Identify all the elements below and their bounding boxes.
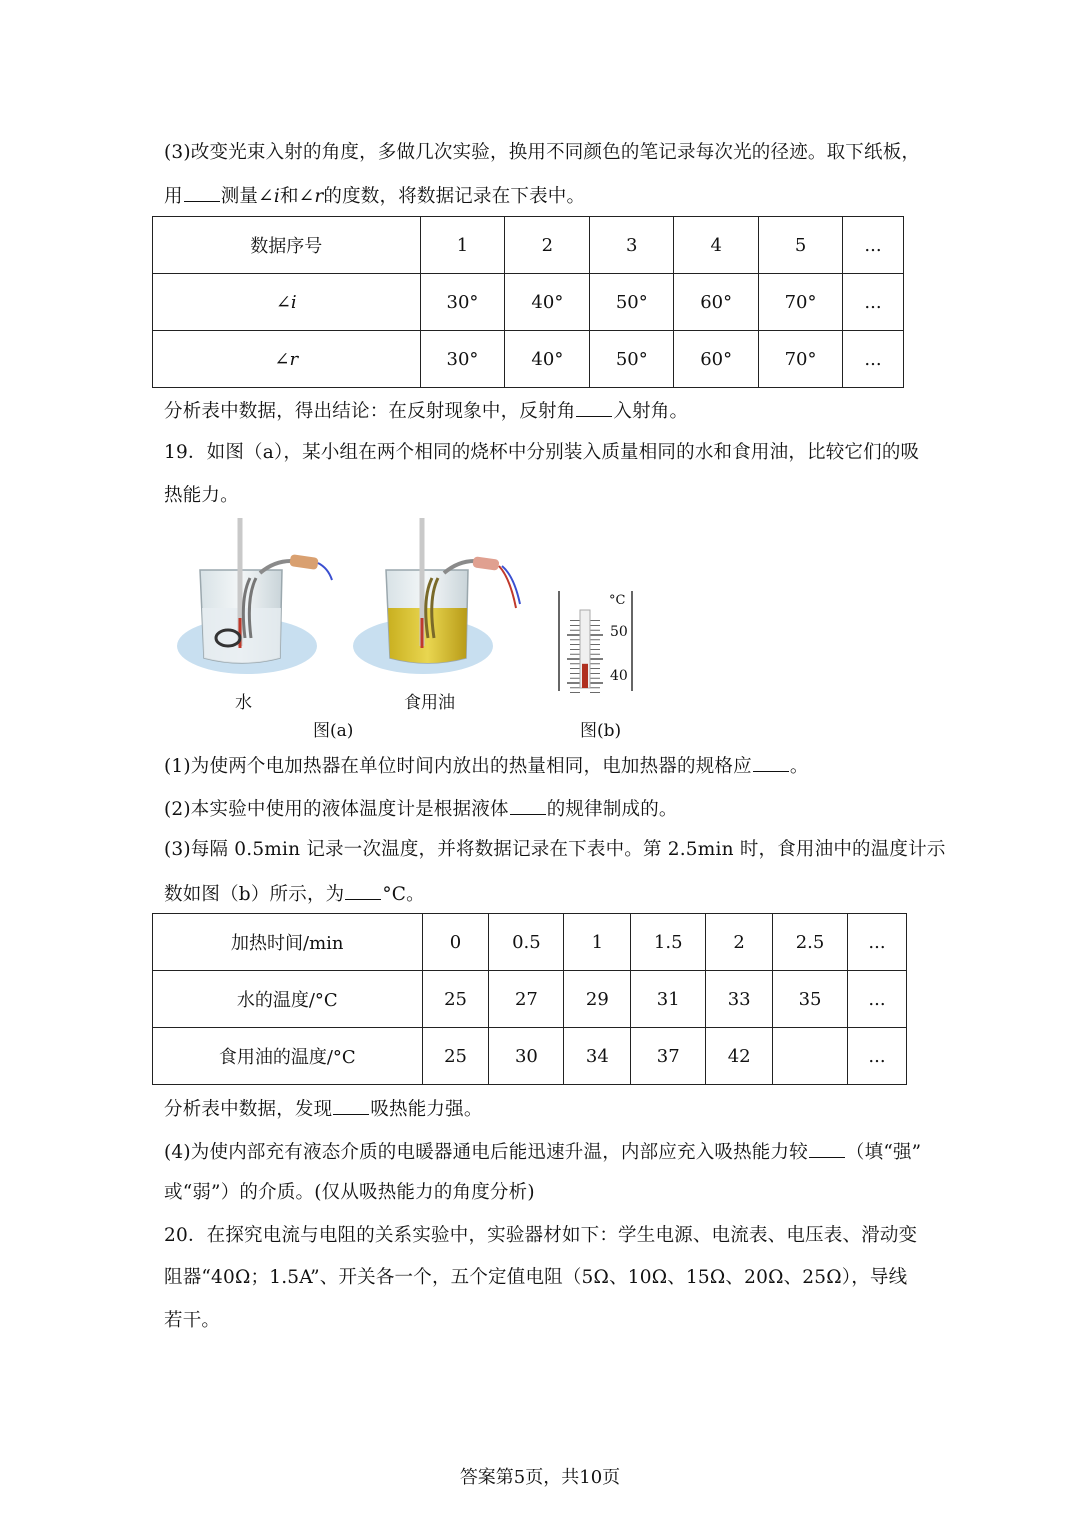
caption-figure-b: 图(b) [580,721,622,741]
angle-r-symbol: r [314,186,324,207]
table-cell: ... [843,217,904,274]
answer-blank [510,796,546,815]
table-cell: 30° [420,331,505,388]
table-row [153,1028,907,1085]
text-segment: (1)为使两个电加热器在单位时间内放出的热量相同，电加热器的规格应 [164,756,752,777]
thermometer-40-label: 40 [610,668,628,684]
thermometer-liquid-column [582,664,588,688]
table-cell: 水的温度/°C [153,971,423,1028]
table-cell: 3 [590,217,674,274]
answer-blank [809,1139,845,1158]
q18-part3-line2 [164,183,585,209]
q19-part3-line1: (3)每隔 0.5min 记录一次温度，并将数据记录在下表中。第 2.5min 时，食用油中的温度计示 [164,839,946,860]
table-cell: 30 [489,1028,564,1085]
answer-blank [333,1096,369,1115]
table-cell: 60° [674,331,759,388]
temperature-table [152,913,907,1085]
table-cell: 加热时间/min [153,914,423,971]
text-segment: (2)本实验中使用的液体温度计是根据液体 [164,799,509,820]
table-cell [773,1028,848,1085]
table-cell: 70° [759,274,843,331]
text-segment: 入射角。 [613,401,689,422]
q19-part4-line1 [164,1139,921,1165]
table-cell: 60° [674,274,759,331]
table-row [153,971,907,1028]
q19-part3-line2 [164,881,425,907]
table-cell: ∠i [153,274,421,331]
table-cell: 2 [706,914,773,971]
reflection-angle-table [152,216,904,388]
angle-i-symbol: i [273,186,280,207]
oil-beaker [353,518,520,674]
table-cell: 35 [773,971,848,1028]
q19-stem-line2: 热能力。 [164,485,239,506]
text-segment: 的规律制成的。 [546,799,678,820]
answer-blank [184,183,220,202]
table-cell: 27 [489,971,564,1028]
table-cell: ... [848,971,907,1028]
table-cell: 34 [564,1028,631,1085]
table-cell: 食用油的温度/°C [153,1028,423,1085]
text-segment: (4)为使内部充有液态介质的电暖器通电后能迅速升温，内部应充入吸热能力较 [164,1142,808,1163]
text-segment: °C。 [382,884,425,905]
q20-line2: 阻器“40Ω；1.5A”、开关各一个，五个定值电阻（5Ω、10Ω、15Ω、20Ω、25Ω），导线 [164,1267,908,1288]
table-row [153,274,904,331]
table-cell: 37 [631,1028,706,1085]
water-beaker [177,518,332,674]
q20-line1: 20．在探究电流与电阻的关系实验中，实验器材如下：学生电源、电流表、电压表、滑动变 [164,1225,918,1246]
label-water: 水 [235,693,252,713]
table-cell: 42 [706,1028,773,1085]
answer-blank [345,881,381,900]
table-cell: 50° [590,331,674,388]
table-row [153,914,907,971]
q20-line3: 若干。 [164,1310,221,1331]
q19-part2 [164,796,678,822]
table-cell: 5 [759,217,843,274]
text-segment: 。 [789,756,809,777]
text-segment: 用 [164,186,183,207]
table-cell: 数据序号 [153,217,421,274]
table-cell: 1.5 [631,914,706,971]
table-cell: 30° [420,274,505,331]
table-cell: 29 [564,971,631,1028]
table-cell: 2.5 [773,914,848,971]
table-cell: ... [843,331,904,388]
table-cell: 31 [631,971,706,1028]
q19-stem-line1: 19．如图（a），某小组在两个相同的烧杯中分别装入质量相同的水和食用油，比较它们的吸 [164,442,920,463]
label-oil: 食用油 [404,693,455,713]
table-cell: 25 [422,1028,489,1085]
q18-conclusion [164,398,688,424]
table-cell: ∠r [153,331,421,388]
text-segment: 的度数，将数据记录在下表中。 [323,186,586,207]
q19-part4-line2: 或“弱”）的介质。(仅从吸热能力的角度分析) [164,1182,535,1203]
text-segment: 吸热能力强。 [370,1099,483,1120]
table-cell: 1 [564,914,631,971]
answer-blank [753,753,789,772]
table-cell: ... [848,1028,907,1085]
q19-part1 [164,753,809,779]
text-segment: 和∠ [279,186,315,207]
table-cell: 70° [759,331,843,388]
answer-blank [576,398,612,417]
thermometer-50-label: 50 [610,624,628,640]
table-cell: 1 [420,217,505,274]
caption-figure-a: 图(a) [313,721,354,741]
experiment-figure [170,518,650,743]
text-segment: 测量∠ [220,186,274,207]
thermometer-unit-label: °C [609,593,626,608]
table-row [153,217,904,274]
text-segment: 数如图（b）所示，为 [164,884,345,905]
table-cell: 0.5 [489,914,564,971]
table-cell: 40° [505,331,590,388]
table-cell: 4 [674,217,759,274]
table-cell: ... [843,274,904,331]
table-cell: 40° [505,274,590,331]
table-cell: 0 [422,914,489,971]
table-cell: 33 [706,971,773,1028]
q18-part3-line1: (3)改变光束入射的角度，多做几次实验，换用不同颜色的笔记录每次光的径迹。取下纸板， [164,142,921,163]
page-footer: 答案第5页，共10页 [459,1467,621,1488]
table-cell: 25 [422,971,489,1028]
table-cell: ... [848,914,907,971]
table-row [153,331,904,388]
table-cell: 50° [590,274,674,331]
table-cell: 2 [505,217,590,274]
text-segment: （填“强” [845,1142,922,1163]
text-segment: 分析表中数据，得出结论：在反射现象中，反射角 [164,401,576,422]
text-segment: 分析表中数据，发现 [164,1099,333,1120]
q19-analysis [164,1096,483,1122]
